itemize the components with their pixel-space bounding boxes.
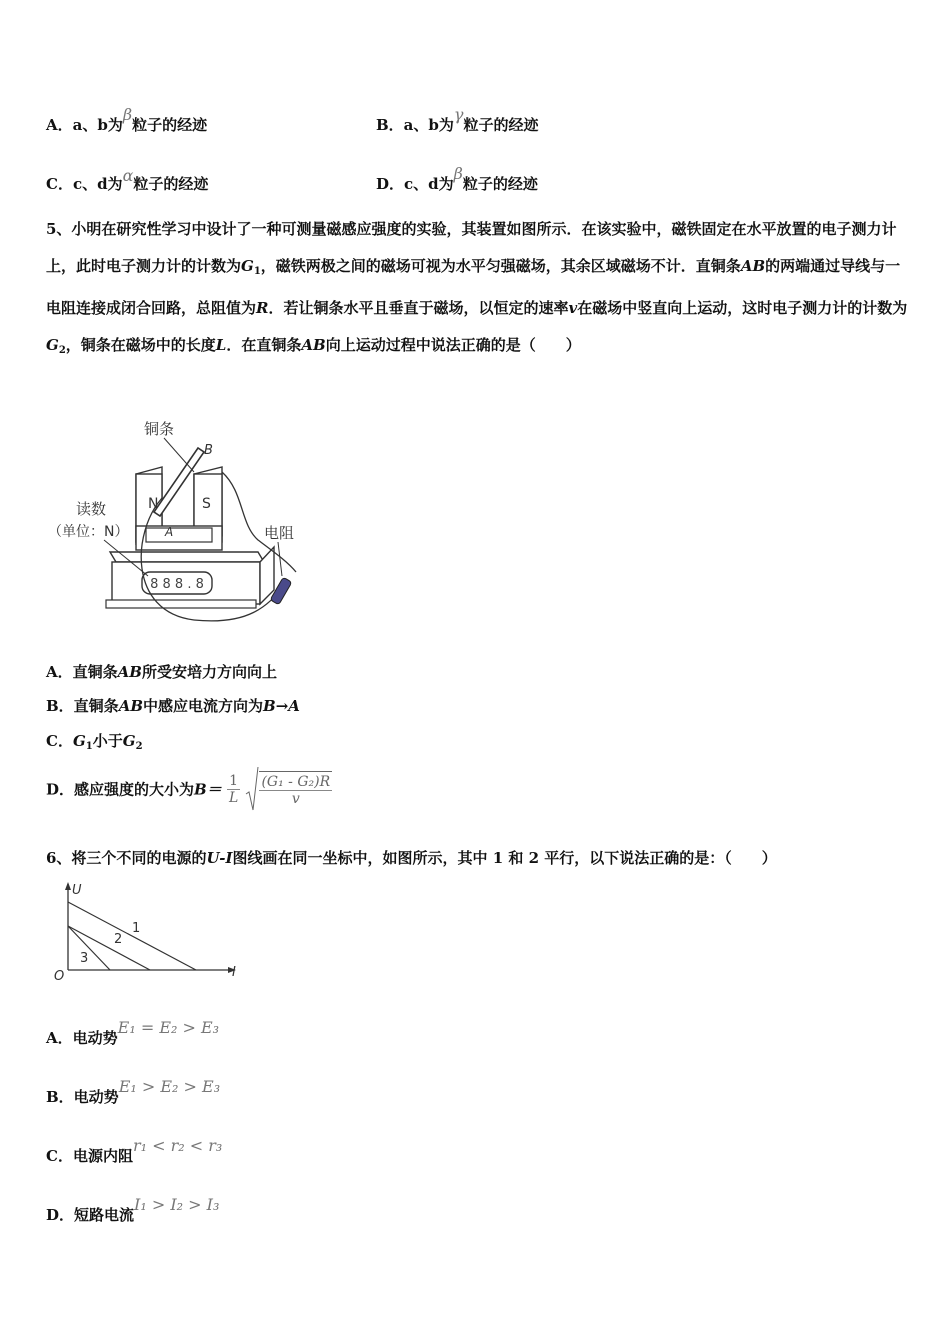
ab-symbol: AB [118,697,144,715]
magnet-apparatus-figure [44,412,314,634]
beta-symbol: β [122,105,133,124]
ui-symbol: U-I [206,849,233,867]
q4-option-d [376,164,538,194]
u-label: U [72,883,82,898]
g1-subscript: 1 [85,741,93,752]
q5-stem-part: ，铜条在磁场中的长度 [65,336,216,354]
q4-option-c-prefix: C．c、d为 [46,175,123,193]
q6-option-d-math: I₁ > I₂ > I₃ [134,1195,220,1214]
q4-option-a-text: 粒子的经迹 [132,116,208,134]
ui-graph [50,880,250,984]
a-label: A [165,525,174,539]
display-value: 8 8 8 . 8 [150,577,204,592]
q5-stem-part: ．在直铜条 [226,336,302,354]
radicand-fraction [259,771,332,807]
line-1-label: 1 [132,921,141,936]
g1-symbol: G [241,257,254,275]
line-2-label: 2 [114,932,123,947]
q4-option-b [376,105,539,135]
q5-stem [46,211,908,369]
q5-option-a [46,661,277,682]
r-symbol: R [256,299,269,317]
q6-option-b [46,1077,221,1107]
resistor-label: 电阻 [264,524,295,542]
q5-stem-part: 向上运动过程中说法正确的是（ ） [325,336,581,354]
b-symbol: B＝ [194,780,222,799]
q5-stem-part: 的两端通过导线与一电阻连接成闭合回路，总阻值为 [46,257,901,317]
g2-subscript: 2 [58,345,66,356]
q5-option-c [46,730,143,752]
q4-option-a [46,105,208,135]
sqrt-expression [245,766,332,812]
q6-option-c-math: r₁ < r₂ < r₃ [132,1136,223,1155]
q6-option-c-prefix: C．电源内阻 [46,1147,133,1165]
q6-stem [46,847,777,868]
q5-option-a-prefix: A．直铜条 [46,663,118,681]
reading-label: 读数 [76,500,107,518]
current-direction: B→A [263,697,300,715]
q6-option-d-prefix: D．短路电流 [46,1206,135,1224]
u-axis-arrow-icon [65,882,71,890]
q5-option-b-prefix: B．直铜条 [46,697,119,715]
q5-stem-part: 在磁场中竖直向上运动，这时电子测力计的计数为 [577,299,908,317]
q4-option-b-prefix: B．a、b为 [376,116,454,134]
q6-option-a-math: E₁ = E₂ > E₃ [117,1018,220,1037]
n-label: N [148,496,159,512]
alpha-symbol: α [122,166,134,185]
beta-symbol: β [453,164,463,183]
q4-option-b-text: 粒子的经迹 [463,116,539,134]
q6-option-b-prefix: B．电动势 [46,1088,119,1106]
ab-symbol: AB [117,663,142,681]
line-3 [68,926,110,970]
q6-option-a [46,1018,220,1048]
s-label: S [202,496,211,512]
q5-option-d [46,766,332,812]
g2-symbol: G [122,732,136,750]
gamma-symbol: γ [453,105,464,124]
q4-option-d-text: 粒子的经迹 [462,175,538,193]
l-symbol: L [215,336,227,354]
ab-symbol: AB [740,257,766,275]
sqrt-sign-icon [245,766,259,812]
q5-option-a-text: 所受安培力方向向上 [141,663,277,681]
q6-stem-part: 图线画在同一坐标中，如图所示，其中 1 和 2 平行，以下说法正确的是：（ ） [232,849,777,867]
q4-option-a-prefix: A．a、b为 [46,116,123,134]
i-label: I [232,965,236,980]
q5-option-b-text: 中感应电流方向为 [143,697,264,715]
b-label: B [204,443,213,458]
radicand-denominator: v [291,791,300,807]
q4-option-d-prefix: D．c、d为 [376,175,454,193]
fraction-numerator: 1 [227,773,240,790]
q5-stem-part: ．若让铜条水平且垂直于磁场，以恒定的速率 [268,299,569,317]
copper-label: 铜条 [144,420,175,438]
q6-option-c [46,1136,223,1166]
q5-option-d-prefix: D．感应强度的大小为 [46,780,195,799]
g1-subscript: 1 [253,266,261,277]
q5-stem-part: 5、小明在研究性学习中设计了一种可测量磁感应强度的实验，其装置如图所示．在该实验中，磁铁固定在水平放置的电子测力计上，此时电子测力计的计数为 [46,220,897,275]
v-symbol: v [568,299,578,317]
ab-symbol: AB [301,336,326,354]
radicand-numerator: (G₁ - G₂)R [261,774,331,790]
q6-option-d [46,1195,220,1225]
q6-option-b-math: E₁ > E₂ > E₃ [118,1077,221,1096]
q5-option-c-prefix: C． [46,732,73,750]
q6-option-a-prefix: A．电动势 [46,1029,118,1047]
g1-symbol: G [72,732,86,750]
q4-option-c-text: 粒子的经迹 [133,175,209,193]
g2-subscript: 2 [135,741,143,752]
line-3-label: 3 [80,951,89,966]
unit-label: （单位：N） [48,524,129,540]
q5-option-b [46,695,300,716]
origin-label: O [54,969,65,984]
q6-stem-part: 6、将三个不同的电源的 [46,849,207,867]
g2-symbol: G [46,336,59,354]
fraction-denominator: L [228,789,239,806]
q5-stem-part: ，磁铁两极之间的磁场可视为水平匀强磁场，其余区域磁场不计．直铜条 [260,257,741,275]
q4-option-c [46,166,209,194]
q5-option-c-text: 小于 [92,732,123,750]
fraction-one-over-l [227,773,240,806]
